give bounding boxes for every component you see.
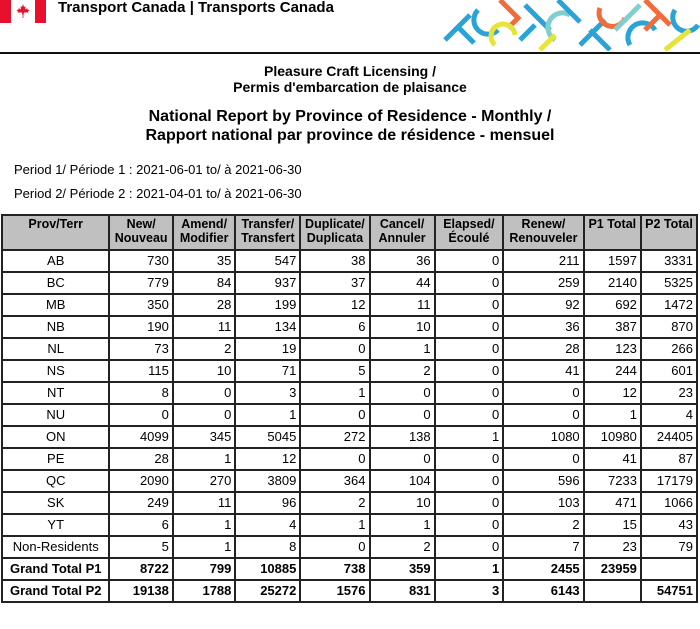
- value-cell: 79: [641, 536, 697, 558]
- total-row: [2, 558, 697, 580]
- value-cell: 37: [300, 272, 369, 294]
- value-cell: 2: [370, 360, 435, 382]
- value-cell: 0: [300, 448, 369, 470]
- value-cell: 3: [435, 580, 504, 602]
- value-cell: 7233: [584, 470, 641, 492]
- value-cell: 25272: [235, 580, 300, 602]
- value-cell: [641, 558, 697, 580]
- value-cell: 24405: [641, 426, 697, 448]
- value-cell: 1: [435, 558, 504, 580]
- value-cell: 1: [173, 514, 236, 536]
- value-cell: 350: [109, 294, 172, 316]
- value-cell: 3809: [235, 470, 300, 492]
- value-cell: 199: [235, 294, 300, 316]
- value-cell: 1: [584, 404, 641, 426]
- value-cell: 1: [300, 514, 369, 536]
- value-cell: 15: [584, 514, 641, 536]
- value-cell: 23959: [584, 558, 641, 580]
- province-cell: ON: [2, 426, 109, 448]
- value-cell: 10: [173, 360, 236, 382]
- value-cell: 36: [503, 316, 583, 338]
- value-cell: 272: [300, 426, 369, 448]
- value-cell: 4: [235, 514, 300, 536]
- value-cell: 1472: [641, 294, 697, 316]
- value-cell: 596: [503, 470, 583, 492]
- period-1: Period 1/ Période 1 : 2021-06-01 to/ à 2021-06-30: [14, 162, 302, 177]
- value-cell: 779: [109, 272, 172, 294]
- value-cell: 6143: [503, 580, 583, 602]
- value-cell: 8: [109, 382, 172, 404]
- column-header-line1: Duplicate/: [305, 217, 365, 231]
- table-row: [2, 382, 697, 404]
- value-cell: 1: [173, 536, 236, 558]
- value-cell: 266: [641, 338, 697, 360]
- value-cell: 12: [235, 448, 300, 470]
- report-table: [1, 214, 698, 603]
- value-cell: 0: [109, 404, 172, 426]
- value-cell: 5325: [641, 272, 697, 294]
- report-title-fr: Rapport national par province de résidence - mensuel: [145, 127, 555, 144]
- table-row: [2, 470, 697, 492]
- pattern-t-1: [445, 15, 474, 43]
- province-cell: Grand Total P2: [2, 580, 109, 602]
- value-cell: 0: [435, 404, 504, 426]
- value-cell: 10: [370, 492, 435, 514]
- value-cell: 28: [173, 294, 236, 316]
- table-row: [2, 426, 697, 448]
- value-cell: 0: [435, 294, 504, 316]
- value-cell: 359: [370, 558, 435, 580]
- value-cell: 0: [503, 382, 583, 404]
- value-cell: 3331: [641, 250, 697, 272]
- pattern-t-4: [645, 0, 670, 30]
- value-cell: 601: [641, 360, 697, 382]
- value-cell: 134: [235, 316, 300, 338]
- province-cell: QC: [2, 470, 109, 492]
- value-cell: 28: [503, 338, 583, 360]
- program-title-en: Pleasure Craft Licensing /: [264, 63, 436, 79]
- value-cell: 0: [435, 448, 504, 470]
- province-cell: BC: [2, 272, 109, 294]
- column-header-line2: Écoulé: [448, 231, 490, 245]
- value-cell: 6: [109, 514, 172, 536]
- value-cell: 547: [235, 250, 300, 272]
- column-header-line1: P2 Total: [645, 217, 693, 231]
- value-cell: 0: [435, 272, 504, 294]
- value-cell: 0: [370, 404, 435, 426]
- column-header: [435, 215, 504, 250]
- value-cell: 87: [641, 448, 697, 470]
- province-cell: Non-Residents: [2, 536, 109, 558]
- column-header-line2: Annuler: [378, 231, 426, 245]
- value-cell: 7: [503, 536, 583, 558]
- value-cell: 38: [300, 250, 369, 272]
- value-cell: 692: [584, 294, 641, 316]
- value-cell: 0: [300, 536, 369, 558]
- table-row: [2, 338, 697, 360]
- department-title: Transport Canada | Transports Canada: [58, 0, 334, 16]
- pattern-c-6: [673, 10, 698, 31]
- column-header-line2: Transfert: [241, 231, 295, 245]
- value-cell: 5: [300, 360, 369, 382]
- value-cell: 11: [370, 294, 435, 316]
- value-cell: 0: [370, 448, 435, 470]
- value-cell: 84: [173, 272, 236, 294]
- value-cell: 54751: [641, 580, 697, 602]
- table-body: [2, 250, 697, 602]
- value-cell: 471: [584, 492, 641, 514]
- value-cell: 96: [235, 492, 300, 514]
- province-cell: Grand Total P1: [2, 558, 109, 580]
- value-cell: 0: [435, 470, 504, 492]
- value-cell: 0: [435, 492, 504, 514]
- value-cell: 10980: [584, 426, 641, 448]
- value-cell: 730: [109, 250, 172, 272]
- value-cell: 1: [235, 404, 300, 426]
- column-header-line1: Prov/Terr: [28, 217, 84, 231]
- value-cell: 0: [435, 338, 504, 360]
- value-cell: 799: [173, 558, 236, 580]
- value-cell: 19: [235, 338, 300, 360]
- column-header-line1: Renew/: [521, 217, 566, 231]
- value-cell: 23: [584, 536, 641, 558]
- value-cell: 10: [370, 316, 435, 338]
- value-cell: 17179: [641, 470, 697, 492]
- value-cell: 4099: [109, 426, 172, 448]
- column-header-line1: Elapsed/: [443, 217, 495, 231]
- value-cell: 2: [503, 514, 583, 536]
- value-cell: 1: [370, 338, 435, 360]
- value-cell: 1: [173, 448, 236, 470]
- value-cell: 870: [641, 316, 697, 338]
- table-row: [2, 492, 697, 514]
- value-cell: [584, 580, 641, 602]
- table-row: [2, 316, 697, 338]
- value-cell: 103: [503, 492, 583, 514]
- value-cell: 12: [300, 294, 369, 316]
- value-cell: 0: [435, 514, 504, 536]
- value-cell: 0: [173, 382, 236, 404]
- value-cell: 2: [300, 492, 369, 514]
- value-cell: 3: [235, 382, 300, 404]
- column-header-line1: New/: [126, 217, 156, 231]
- value-cell: 364: [300, 470, 369, 492]
- column-header: [235, 215, 300, 250]
- report-periods: [14, 162, 302, 210]
- column-header-line2: Duplicata: [306, 231, 364, 245]
- column-header: [503, 215, 583, 250]
- value-cell: 0: [370, 382, 435, 404]
- value-cell: 8722: [109, 558, 172, 580]
- table-row: [2, 250, 697, 272]
- page-header: [0, 0, 700, 53]
- province-cell: NU: [2, 404, 109, 426]
- province-cell: NB: [2, 316, 109, 338]
- column-header-line1: Amend/: [181, 217, 228, 231]
- value-cell: 0: [503, 448, 583, 470]
- column-header: [109, 215, 172, 250]
- value-cell: 11: [173, 492, 236, 514]
- value-cell: 1: [300, 382, 369, 404]
- value-cell: 937: [235, 272, 300, 294]
- value-cell: 249: [109, 492, 172, 514]
- value-cell: 2: [173, 338, 236, 360]
- value-cell: 190: [109, 316, 172, 338]
- value-cell: 35: [173, 250, 236, 272]
- value-cell: 5: [109, 536, 172, 558]
- canada-flag-icon: [0, 0, 46, 23]
- value-cell: 2090: [109, 470, 172, 492]
- table-row: [2, 448, 697, 470]
- column-header: [370, 215, 435, 250]
- value-cell: 211: [503, 250, 583, 272]
- value-cell: 0: [173, 404, 236, 426]
- column-header: [173, 215, 236, 250]
- pattern-l-4: [665, 30, 690, 50]
- report-titles: [0, 63, 700, 145]
- pattern-t-5: [540, 35, 555, 50]
- column-header: [641, 215, 697, 250]
- value-cell: 41: [503, 360, 583, 382]
- table-row: [2, 514, 697, 536]
- value-cell: 8: [235, 536, 300, 558]
- value-cell: 0: [435, 250, 504, 272]
- province-cell: MB: [2, 294, 109, 316]
- value-cell: 23: [641, 382, 697, 404]
- column-header-line1: Transfer/: [241, 217, 295, 231]
- column-header-line2: Nouveau: [114, 231, 168, 245]
- value-cell: 0: [503, 404, 583, 426]
- value-cell: 1: [370, 514, 435, 536]
- value-cell: 92: [503, 294, 583, 316]
- pattern-t-2: [520, 5, 550, 40]
- table-row: [2, 272, 697, 294]
- province-cell: SK: [2, 492, 109, 514]
- table-row: [2, 404, 697, 426]
- header-divider: [0, 52, 700, 54]
- value-cell: 12: [584, 382, 641, 404]
- province-cell: NS: [2, 360, 109, 382]
- table-row: [2, 360, 697, 382]
- table-row: [2, 536, 697, 558]
- program-title-fr: Permis d'embarcation de plaisance: [233, 79, 467, 95]
- column-header: [584, 215, 641, 250]
- total-row: [2, 580, 697, 602]
- value-cell: 41: [584, 448, 641, 470]
- table-row: [2, 294, 697, 316]
- value-cell: 1576: [300, 580, 369, 602]
- value-cell: 5045: [235, 426, 300, 448]
- decorative-pattern: [440, 0, 700, 51]
- value-cell: 28: [109, 448, 172, 470]
- value-cell: 2140: [584, 272, 641, 294]
- column-header-line2: Modifier: [179, 231, 229, 245]
- column-header: [2, 215, 109, 250]
- value-cell: 19138: [109, 580, 172, 602]
- value-cell: 387: [584, 316, 641, 338]
- value-cell: 738: [300, 558, 369, 580]
- value-cell: 73: [109, 338, 172, 360]
- province-cell: YT: [2, 514, 109, 536]
- value-cell: 6: [300, 316, 369, 338]
- value-cell: 138: [370, 426, 435, 448]
- table-header-row: [2, 215, 697, 250]
- value-cell: 244: [584, 360, 641, 382]
- province-cell: AB: [2, 250, 109, 272]
- province-cell: PE: [2, 448, 109, 470]
- province-cell: NT: [2, 382, 109, 404]
- value-cell: 11: [173, 316, 236, 338]
- value-cell: 2455: [503, 558, 583, 580]
- column-header-line1: Cancel/: [379, 217, 425, 231]
- value-cell: 0: [435, 316, 504, 338]
- value-cell: 0: [300, 404, 369, 426]
- value-cell: 270: [173, 470, 236, 492]
- value-cell: 345: [173, 426, 236, 448]
- value-cell: 71: [235, 360, 300, 382]
- column-header-line2: Renouveler: [509, 231, 578, 245]
- value-cell: 259: [503, 272, 583, 294]
- column-header: [300, 215, 369, 250]
- period-2: Period 2/ Période 2 : 2021-04-01 to/ à 2021-06-30: [14, 186, 302, 201]
- value-cell: 123: [584, 338, 641, 360]
- value-cell: 831: [370, 580, 435, 602]
- province-cell: NL: [2, 338, 109, 360]
- value-cell: 0: [435, 536, 504, 558]
- value-cell: 0: [435, 382, 504, 404]
- report-title-en: National Report by Province of Residence - Monthly /: [148, 108, 552, 125]
- value-cell: 43: [641, 514, 697, 536]
- value-cell: 0: [435, 360, 504, 382]
- value-cell: 2: [370, 536, 435, 558]
- value-cell: 1080: [503, 426, 583, 448]
- value-cell: 36: [370, 250, 435, 272]
- value-cell: 115: [109, 360, 172, 382]
- value-cell: 104: [370, 470, 435, 492]
- value-cell: 4: [641, 404, 697, 426]
- value-cell: 1597: [584, 250, 641, 272]
- value-cell: 10885: [235, 558, 300, 580]
- column-header-line1: P1 Total: [588, 217, 637, 231]
- value-cell: 1066: [641, 492, 697, 514]
- value-cell: 1: [435, 426, 504, 448]
- value-cell: 0: [300, 338, 369, 360]
- value-cell: 44: [370, 272, 435, 294]
- value-cell: 1788: [173, 580, 236, 602]
